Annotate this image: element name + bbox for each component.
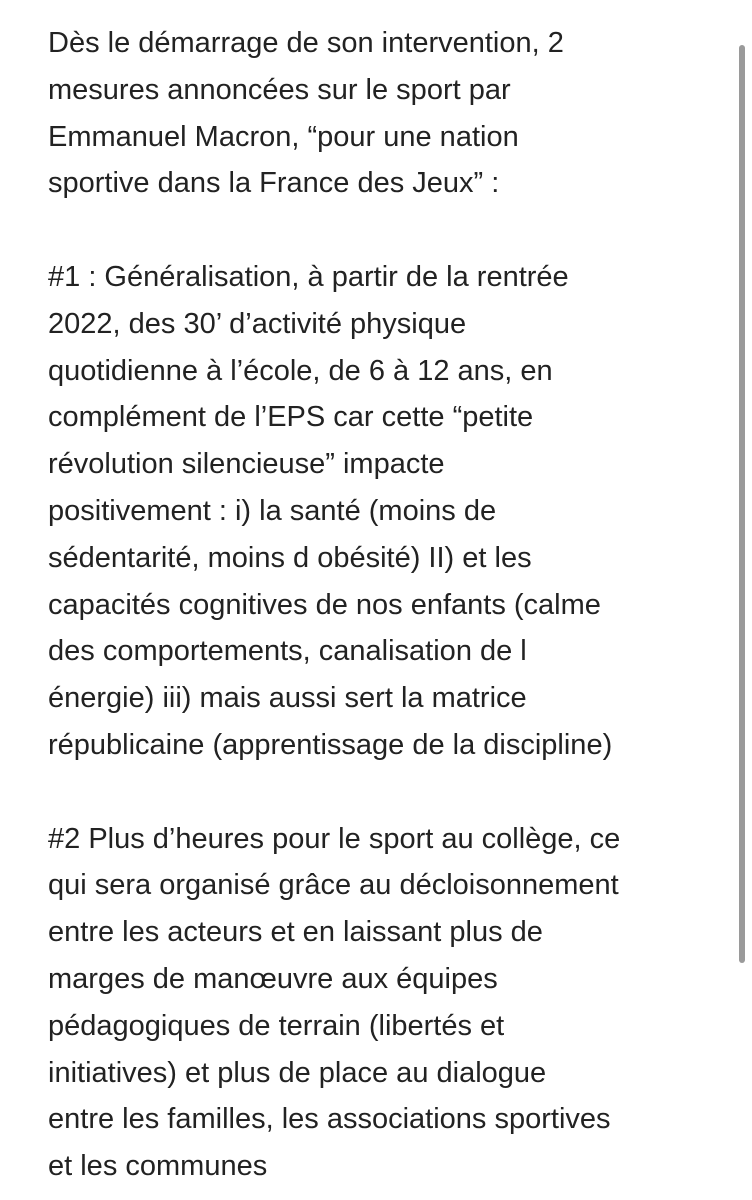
scrollbar-thumb[interactable]: [739, 45, 745, 963]
text-line: capacités cognitives de nos enfants (calme: [48, 588, 601, 621]
measure-2-paragraph: [48, 816, 738, 1190]
text-line: républicaine (apprentissage de la discipline): [48, 728, 613, 761]
text-line: 2022, des 30’ d’activité physique: [48, 307, 467, 340]
text-line: marges de manœuvre aux équipes: [48, 962, 498, 995]
text-line: révolution silencieuse” impacte: [48, 448, 445, 481]
text-line: mesures annoncées sur le sport par: [48, 73, 511, 106]
text-line: pédagogiques de terrain (libertés et: [48, 1009, 505, 1042]
text-line: sportive dans la France des Jeux” :: [48, 167, 500, 200]
text-line: entre les acteurs et en laissant plus de: [48, 916, 543, 949]
text-line: sédentarité, moins d obésité) II) et les: [48, 541, 532, 574]
text-line: quotidienne à l’école, de 6 à 12 ans, en: [48, 354, 553, 387]
measure-1-paragraph: [48, 254, 738, 769]
paragraph-spacer: [48, 769, 738, 816]
note-text-body: [48, 20, 738, 1190]
text-line: #1 : Généralisation, à partir de la rentrée: [48, 260, 569, 293]
text-line: qui sera organisé grâce au décloisonnement: [48, 869, 619, 902]
text-line: énergie) iii) mais aussi sert la matrice: [48, 682, 527, 715]
text-line: #2 Plus d’heures pour le sport au collège, ce: [48, 822, 621, 855]
text-line: positivement : i) la santé (moins de: [48, 494, 497, 527]
text-line: Dès le démarrage de son intervention, 2: [48, 27, 564, 59]
text-line: entre les familles, les associations sportives: [48, 1103, 611, 1136]
text-line: complément de l’EPS car cette “petite: [48, 401, 534, 434]
text-line: des comportements, canalisation de l: [48, 635, 527, 668]
text-line: initiatives) et plus de place au dialogue: [48, 1056, 547, 1089]
text-line: Emmanuel Macron, “pour une nation: [48, 120, 519, 153]
intro-paragraph: [48, 20, 738, 207]
text-line: et les communes: [48, 1150, 268, 1183]
paragraph-spacer: [48, 207, 738, 254]
